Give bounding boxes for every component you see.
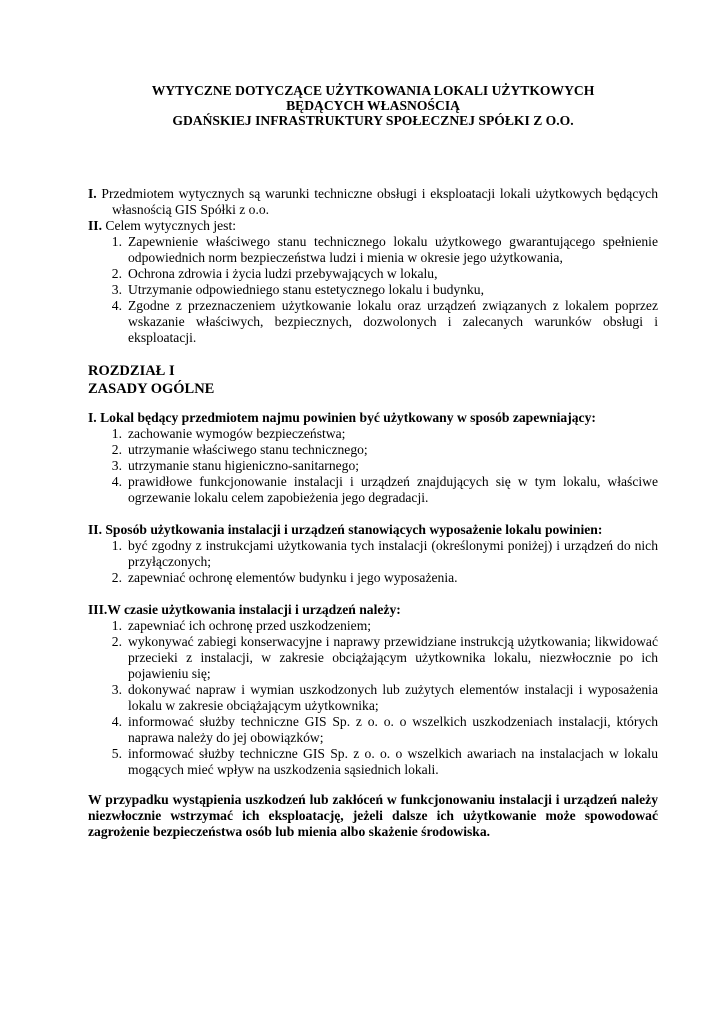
chapter-heading — [88, 362, 658, 398]
list-item — [88, 570, 658, 586]
section-1-list — [88, 426, 658, 506]
list-text: zachowanie wymogów bezpieczeństwa; — [128, 426, 346, 441]
intro-text-2: Celem wytycznych jest: — [105, 218, 237, 233]
list-item — [88, 458, 658, 474]
document-title — [88, 83, 658, 128]
list-text: informować służby techniczne GIS Sp. z o. o. o wszelkich uszkodzeniach instalacji, których naprawa należy do jej obowiązków; — [128, 714, 658, 745]
list-number: 1. — [111, 426, 122, 441]
list-item — [88, 442, 658, 458]
intro-paragraph-2 — [88, 218, 658, 234]
list-text: informować służby techniczne GIS Sp. z o. o. o wszelkich awariach na instalacjach w lokalu mogących mieć wpływ na uszkodzenia sąsiednich lokali. — [128, 746, 658, 777]
list-item — [88, 714, 658, 746]
list-text: być zgodny z instrukcjami użytkowania tych instalacji (określonymi poniżej) i urządzeń do nich przyłączonych; — [128, 538, 658, 569]
list-number: 4. — [111, 714, 122, 729]
list-text: zapewniać ich ochronę przed uszkodzeniem; — [128, 618, 372, 633]
list-number: 2. — [111, 442, 122, 457]
title-line-3: GDAŃSKIEJ INFRASTRUKTURY SPOŁECZNEJ SPÓŁKI Z O.O. — [172, 113, 574, 128]
goals-list — [88, 234, 658, 346]
list-item — [88, 474, 658, 506]
list-text: dokonywać napraw i wymian uszkodzonych lub zużytych elementów instalacji i wyposażenia lokalu w zakresie obciążającym użytkownika; — [128, 682, 658, 713]
section-3-list — [88, 618, 658, 778]
list-item — [88, 682, 658, 714]
chapter-title: ZASADY OGÓLNE — [88, 381, 215, 397]
list-text: Zgodne z przeznaczeniem użytkowanie lokalu oraz urządzeń związanych z lokalem poprzez wskazanie właściwych, bezpiecznych, dozwolonych i zalecanych warunków obsługi i eksploatacji. — [128, 298, 658, 345]
list-text: zapewniać ochronę elementów budynku i jego wyposażenia. — [128, 570, 458, 585]
intro-text-1: Przedmiotem wytycznych są warunki techniczne obsługi i eksploatacji lokali użytkowych będących własnością GIS Spółki z o.o. — [101, 186, 658, 217]
list-number: 3. — [111, 682, 122, 697]
title-line-1: WYTYCZNE DOTYCZĄCE UŻYTKOWANIA LOKALI UŻYTKOWYCH — [151, 83, 595, 98]
section-3-heading: III.W czasie użytkowania instalacji i urządzeń należy: — [88, 602, 401, 617]
list-text: Zapewnienie właściwego stanu technicznego lokalu użytkowego gwarantującego spełnienie odpowiednich norm bezpieczeństwa ludzi i mienia w okresie jego użytkowania, — [128, 234, 658, 265]
list-item — [88, 282, 658, 298]
list-item — [88, 298, 658, 346]
list-number: 5. — [111, 746, 122, 761]
section-1-heading: I. Lokal będący przedmiotem najmu powinien być użytkowany w sposób zapewniający: — [88, 410, 596, 425]
list-item — [88, 538, 658, 570]
list-number: 4. — [111, 474, 122, 489]
section-2-heading: II. Sposób użytkowania instalacji i urządzeń stanowiących wyposażenie lokalu powinien: — [88, 522, 603, 537]
list-item — [88, 618, 658, 634]
list-number: 2. — [111, 634, 122, 649]
chapter-number: ROZDZIAŁ I — [88, 363, 175, 379]
intro-numeral-2: II. — [88, 218, 102, 233]
list-text: Ochrona zdrowia i życia ludzi przebywających w lokalu, — [128, 266, 438, 281]
intro-paragraph-1 — [88, 186, 658, 218]
closing-paragraph: W przypadku wystąpienia uszkodzeń lub zakłóceń w funkcjonowaniu instalacji i urządzeń należy niezwłocznie wstrzymać ich eksploatację, jeżeli dalsze ich użytkowanie może spowodować zagrożenie bezpieczeństwa osób lub mienia albo skażenie środowiska. — [88, 792, 658, 839]
list-number: 2. — [111, 266, 122, 281]
list-number: 2. — [111, 570, 122, 585]
list-text: Utrzymanie odpowiedniego stanu estetycznego lokalu i budynku, — [128, 282, 484, 297]
intro-numeral-1: I. — [88, 186, 97, 201]
list-number: 1. — [111, 538, 122, 553]
intro-section — [88, 186, 658, 346]
list-item — [88, 234, 658, 266]
list-item — [88, 426, 658, 442]
list-number: 3. — [111, 458, 122, 473]
list-item — [88, 746, 658, 778]
list-text: wykonywać zabiegi konserwacyjne i naprawy przewidziane instrukcją użytkowania; likwidować przecieki z instalacji, w zakresie obciążającym użytkownika lokalu, niezwłocznie po ich pojawieniu się; — [128, 634, 658, 681]
title-line-2: BĘDĄCYCH WŁASNOŚCIĄ — [286, 98, 460, 113]
list-number: 3. — [111, 282, 122, 297]
list-number: 1. — [111, 234, 122, 249]
list-text: utrzymanie właściwego stanu technicznego; — [128, 442, 368, 457]
document-page — [88, 83, 658, 840]
list-text: utrzymanie stanu higieniczno-sanitarnego; — [128, 458, 360, 473]
list-item — [88, 634, 658, 682]
section-2-list — [88, 538, 658, 586]
list-number: 4. — [111, 298, 122, 313]
list-item — [88, 266, 658, 282]
list-text: prawidłowe funkcjonowanie instalacji i urządzeń znajdujących się w tym lokalu, właściwe ogrzewanie lokalu celem zapobieżenia jego degradacji. — [128, 474, 658, 505]
list-number: 1. — [111, 618, 122, 633]
